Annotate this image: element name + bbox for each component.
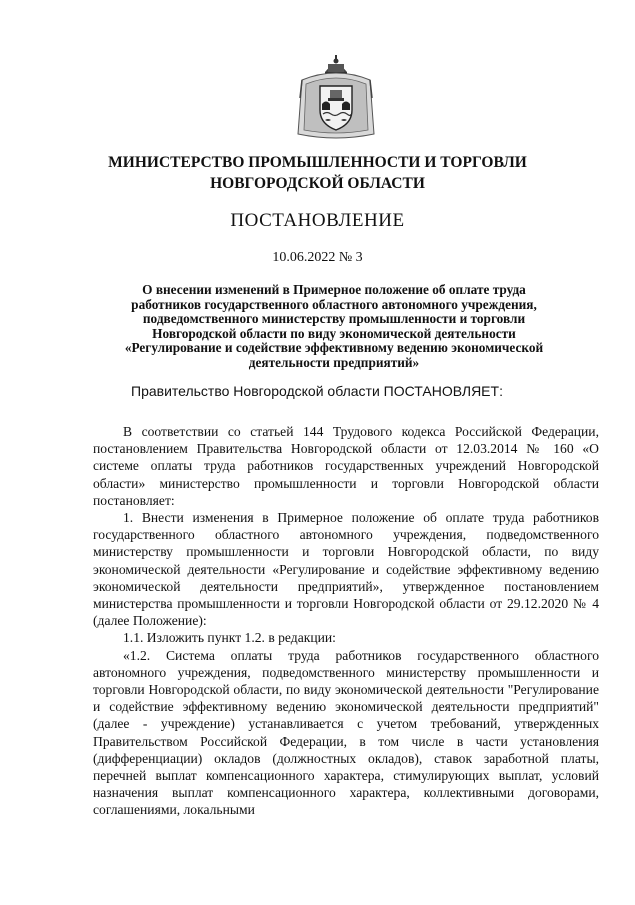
body-paragraph: В соответствии со статьей 144 Трудового кодекса Российской Федерации, постановлением Правительства Новгородской области от 12.03.2014 № 160 «О системе оплаты труда работников государственных учреждений Новгородской области» министерство промышленности и торговли Новгородской области постановляет: (93, 424, 599, 508)
document-date-number: 10.06.2022 № 3 (272, 250, 363, 265)
body-paragraph: 1.1. Изложить пункт 1.2. в редакции: (123, 630, 336, 646)
government-decree-line: Правительство Новгородской области ПОСТАНОВЛЯЕТ: (131, 383, 503, 399)
document-subject (100, 283, 568, 371)
ministry-name-line2: НОВГОРОДСКОЙ ОБЛАСТИ (210, 175, 425, 192)
document-type-title: ПОСТАНОВЛЕНИЕ (230, 210, 405, 231)
subject-line: О внесении изменений в Примерное положение об оплате труда (142, 282, 526, 297)
subject-line: деятельности предприятий» (248, 354, 420, 370)
body-paragraph: «1.2. Система оплаты труда работников государственного областного автономного учреждения, подведомственного министерству промышленности и торговли Новгородской области, по виду экономической деятельности "Регулирование и содействие эффективному ведению экономической деятельности предприятий" (далее - учреждение) устанавливается с учетом требований, утвержденных Правительством Российской Федерации, в том числе в части установления (дифференциации) окладов (должностных окладов), ставок заработной платы, перечней выплат компенсационного характера, стимулирующих выплат, условий назначения выплат компенсационного характера, коллективными договорами, соглашениями, локальными (93, 647, 599, 818)
subject-line: Новгородской области по виду экономической деятельности (152, 325, 516, 341)
subject-line: «Регулирование и содействие эффективному ведению экономической (124, 340, 544, 356)
body-paragraph: 1. Внести изменения в Примерное положение об оплате труда работников государственного областного автономного учреждения, подведомственного министерству промышленности и торговли Новгородской области, по виду экономической деятельности «Регулирование и содействие эффективному ведению экономической деятельности предприятий», утвержденное постановлением министерства промышленности и торговли Новгородской области от 29.12.2020 № 4 (далее Положение): (93, 510, 599, 629)
coat-of-arms-icon (292, 52, 380, 140)
document-body (93, 423, 599, 819)
subject-line: подведомственного министерству промышленности и торговли (142, 311, 526, 327)
subject-line: работников государственного областного автономного учреждения, (131, 296, 537, 312)
ministry-name-line1: МИНИСТЕРСТВО ПРОМЫШЛЕННОСТИ И ТОРГОВЛИ (108, 154, 527, 171)
